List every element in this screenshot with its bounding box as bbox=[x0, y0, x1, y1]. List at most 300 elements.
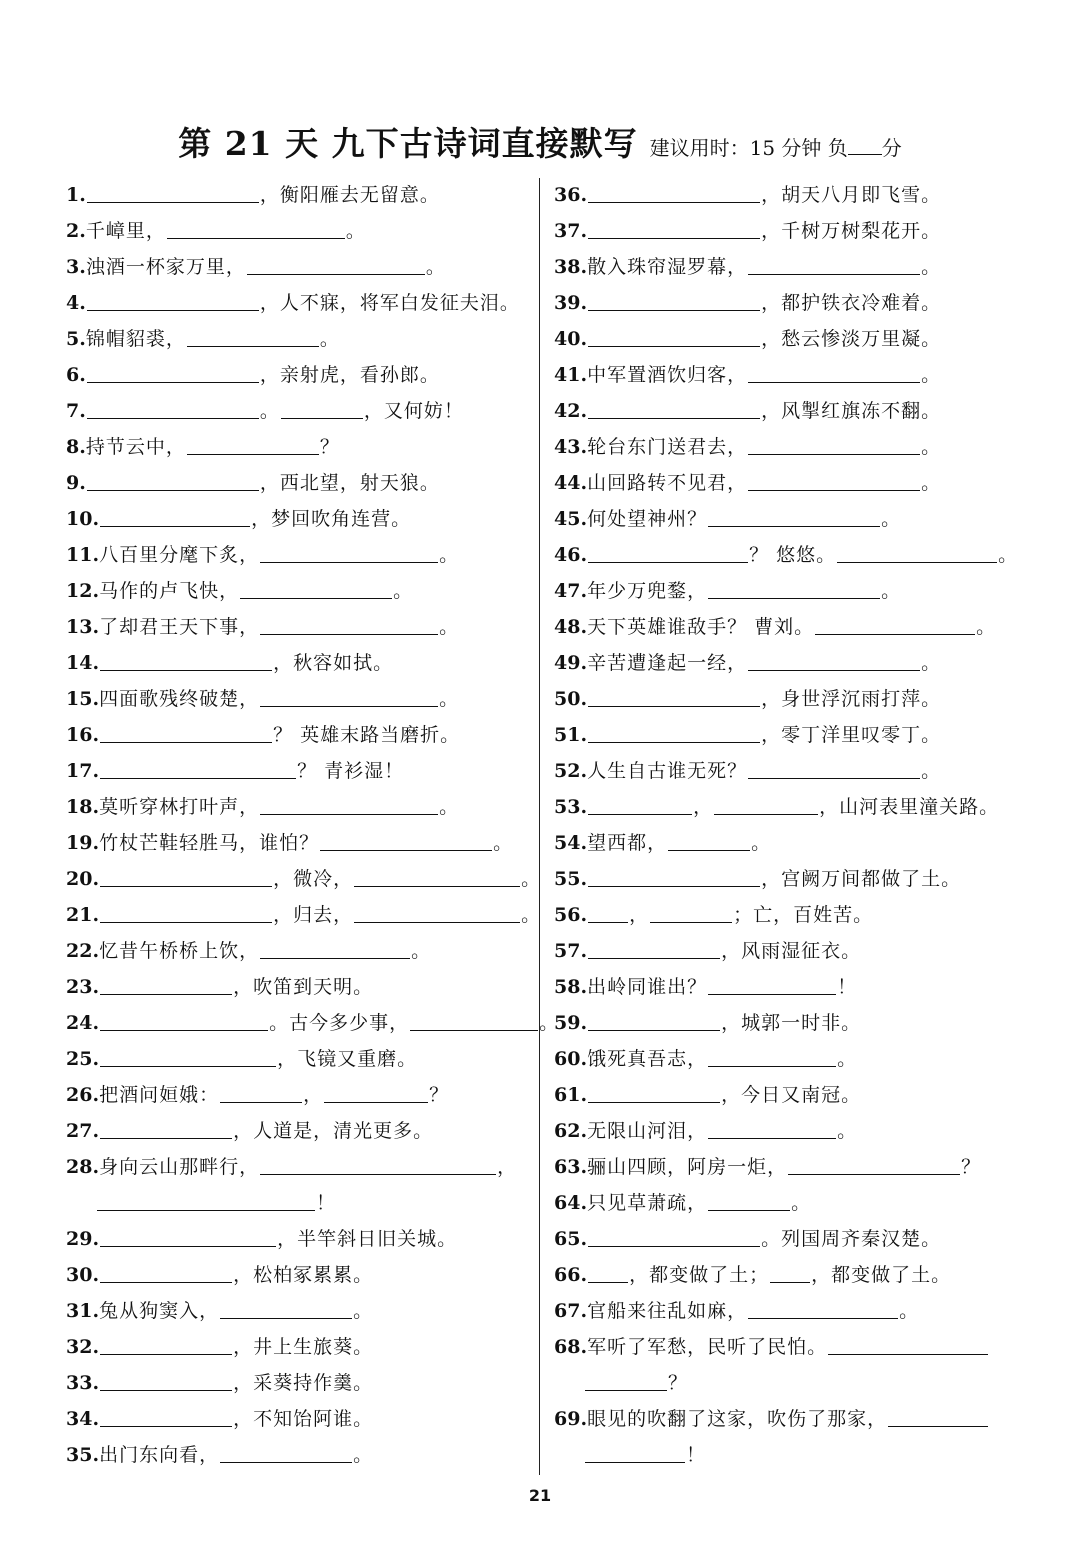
question-text: ， bbox=[497, 1156, 518, 1178]
question-text: ，飞镜又重磨。 bbox=[277, 1048, 418, 1070]
question-number: 18. bbox=[66, 796, 100, 818]
question-text: 。 bbox=[345, 220, 366, 242]
question-text: 马作的卢飞快， bbox=[99, 580, 240, 602]
question-continuation bbox=[554, 1365, 1024, 1401]
question-item bbox=[554, 321, 1024, 357]
question-number: 44. bbox=[554, 472, 588, 494]
question-text: 。 bbox=[881, 508, 902, 530]
answer-blank[interactable] bbox=[708, 974, 836, 995]
question-number: 23. bbox=[66, 976, 100, 998]
answer-blank[interactable] bbox=[87, 290, 259, 311]
question-text: 官船来往乱如麻， bbox=[587, 1300, 748, 1322]
answer-blank[interactable] bbox=[748, 470, 920, 491]
answer-blank[interactable] bbox=[650, 902, 732, 923]
question-number: 8. bbox=[66, 436, 86, 458]
question-number: 14. bbox=[66, 652, 100, 674]
question-text: ？ 英雄末路当磨折。 bbox=[273, 724, 461, 746]
question-text: ， bbox=[629, 904, 650, 926]
question-item bbox=[66, 1005, 560, 1041]
answer-blank[interactable] bbox=[100, 506, 250, 527]
question-number: 40. bbox=[554, 328, 588, 350]
question-text: 。 bbox=[921, 436, 942, 458]
question-text: 。 bbox=[411, 940, 432, 962]
question-text: 。 bbox=[259, 400, 280, 422]
question-text: 把酒问姮娥： bbox=[99, 1084, 220, 1106]
question-number: 7. bbox=[66, 400, 86, 422]
answer-blank[interactable] bbox=[100, 1406, 232, 1427]
question-text: ？ bbox=[668, 1372, 689, 1394]
question-item bbox=[66, 717, 528, 753]
answer-blank[interactable] bbox=[187, 326, 319, 347]
question-continuation bbox=[554, 1437, 1024, 1473]
question-text: ，吹笛到天明。 bbox=[233, 976, 374, 998]
question-item bbox=[554, 609, 1024, 645]
question-item bbox=[66, 501, 528, 537]
question-item bbox=[66, 609, 528, 645]
answer-blank[interactable] bbox=[220, 1442, 352, 1463]
question-number: 59. bbox=[554, 1012, 588, 1034]
answer-blank[interactable] bbox=[748, 758, 920, 779]
question-item bbox=[66, 1365, 528, 1401]
question-text: 浊酒一杯家万里， bbox=[85, 256, 246, 278]
question-item bbox=[66, 465, 528, 501]
answer-blank[interactable] bbox=[585, 1442, 685, 1463]
question-text: ， bbox=[303, 1084, 324, 1106]
question-text: 。 bbox=[439, 688, 460, 710]
question-text: ？ 悠悠。 bbox=[749, 544, 837, 566]
question-text: 。 bbox=[439, 616, 460, 638]
question-number: 45. bbox=[554, 508, 588, 530]
question-text: 。 bbox=[521, 904, 542, 926]
answer-blank[interactable] bbox=[320, 830, 492, 851]
answer-blank[interactable] bbox=[748, 434, 920, 455]
question-number: 9. bbox=[66, 472, 86, 494]
question-number: 30. bbox=[66, 1264, 100, 1286]
answer-blank[interactable] bbox=[260, 794, 438, 815]
question-number: 21. bbox=[66, 904, 100, 926]
answer-blank[interactable] bbox=[748, 650, 920, 671]
question-text: 忆昔午桥桥上饮， bbox=[99, 940, 260, 962]
question-text: 。 bbox=[425, 256, 446, 278]
question-text: ，宫阙万间都做了土。 bbox=[761, 868, 962, 890]
question-text: ？ bbox=[319, 436, 340, 458]
question-number: 69. bbox=[554, 1408, 588, 1430]
answer-blank[interactable] bbox=[354, 902, 520, 923]
answer-blank[interactable] bbox=[588, 866, 760, 887]
question-item bbox=[66, 897, 542, 933]
question-item bbox=[66, 861, 542, 897]
question-number: 20. bbox=[66, 868, 100, 890]
question-text: ，城郭一时非。 bbox=[721, 1012, 862, 1034]
question-number: 50. bbox=[554, 688, 588, 710]
answer-blank[interactable] bbox=[588, 794, 692, 815]
answer-blank[interactable] bbox=[588, 218, 760, 239]
question-text: ，风掣红旗冻不翻。 bbox=[761, 400, 942, 422]
question-text: 望西都， bbox=[587, 832, 668, 854]
answer-blank[interactable] bbox=[588, 938, 720, 959]
question-text: ，衡阳雁去无留意。 bbox=[259, 184, 440, 206]
question-column-right bbox=[554, 177, 1024, 1473]
question-text: 饿死真吾志， bbox=[587, 1048, 708, 1070]
answer-blank[interactable] bbox=[748, 254, 920, 275]
answer-blank[interactable] bbox=[888, 1406, 988, 1427]
question-number: 5. bbox=[66, 328, 86, 350]
question-number: 6. bbox=[66, 364, 86, 386]
question-number: 34. bbox=[66, 1408, 100, 1430]
answer-blank[interactable] bbox=[324, 1082, 428, 1103]
question-number: 39. bbox=[554, 292, 588, 314]
question-number: 61. bbox=[554, 1084, 588, 1106]
question-number: 46. bbox=[554, 544, 588, 566]
question-text: 轮台东门送君去， bbox=[587, 436, 748, 458]
question-text: 四面歌残终破楚， bbox=[99, 688, 260, 710]
question-item bbox=[554, 1293, 1024, 1329]
question-text: ，都变做了土； bbox=[629, 1264, 770, 1286]
question-item bbox=[66, 1113, 528, 1149]
answer-blank[interactable] bbox=[788, 1154, 960, 1175]
question-item bbox=[554, 717, 1024, 753]
question-item bbox=[66, 213, 528, 249]
answer-blank[interactable] bbox=[167, 218, 345, 239]
answer-blank[interactable] bbox=[748, 362, 920, 383]
answer-blank[interactable] bbox=[585, 1370, 667, 1391]
question-number: 2. bbox=[66, 220, 86, 242]
question-text: 八百里分麾下炙， bbox=[99, 544, 260, 566]
question-number: 43. bbox=[554, 436, 588, 458]
question-text: ，亲射虎，看孙郎。 bbox=[259, 364, 440, 386]
answer-blank[interactable] bbox=[220, 1298, 352, 1319]
question-item bbox=[554, 969, 1024, 1005]
question-text: 。 bbox=[837, 1048, 858, 1070]
answer-blank[interactable] bbox=[87, 182, 259, 203]
question-number: 25. bbox=[66, 1048, 100, 1070]
answer-blank[interactable] bbox=[281, 398, 363, 419]
question-text: 出门东向看， bbox=[99, 1444, 220, 1466]
question-item bbox=[66, 1293, 528, 1329]
question-text: ，人道是，清光更多。 bbox=[233, 1120, 434, 1142]
page-number: 21 bbox=[528, 1486, 552, 1505]
question-item bbox=[66, 1257, 528, 1293]
answer-blank[interactable] bbox=[588, 398, 760, 419]
question-number: 16. bbox=[66, 724, 100, 746]
question-item bbox=[554, 1149, 1024, 1185]
question-text: ，又何妨！ bbox=[363, 400, 464, 422]
question-item bbox=[66, 357, 528, 393]
answer-blank[interactable] bbox=[100, 1118, 232, 1139]
question-number: 1. bbox=[66, 184, 86, 206]
question-text: ！ bbox=[316, 1192, 337, 1214]
question-number: 62. bbox=[554, 1120, 588, 1142]
question-number: 3. bbox=[66, 256, 86, 278]
question-text: 。 bbox=[319, 328, 340, 350]
question-item bbox=[66, 1437, 528, 1473]
question-number: 12. bbox=[66, 580, 100, 602]
answer-blank[interactable] bbox=[708, 1118, 836, 1139]
question-text: 。 bbox=[921, 760, 942, 782]
question-text: ，身世浮沉雨打萍。 bbox=[761, 688, 942, 710]
question-item bbox=[554, 897, 1024, 933]
answer-blank[interactable] bbox=[588, 722, 760, 743]
question-text: ？ bbox=[961, 1156, 982, 1178]
question-text: 莫听穿林打叶声， bbox=[99, 796, 260, 818]
answer-blank[interactable] bbox=[220, 1082, 302, 1103]
question-text: 锦帽貂裘， bbox=[85, 328, 186, 350]
question-item bbox=[66, 573, 528, 609]
question-item bbox=[554, 1041, 1024, 1077]
answer-blank[interactable] bbox=[354, 866, 520, 887]
question-item bbox=[66, 285, 528, 321]
answer-blank[interactable] bbox=[588, 1226, 760, 1247]
answer-blank[interactable] bbox=[714, 794, 818, 815]
question-number: 52. bbox=[554, 760, 588, 782]
answer-blank[interactable] bbox=[100, 1226, 276, 1247]
answer-blank[interactable] bbox=[97, 1190, 315, 1211]
answer-blank[interactable] bbox=[588, 686, 760, 707]
answer-blank[interactable] bbox=[588, 542, 748, 563]
answer-blank[interactable] bbox=[87, 362, 259, 383]
question-item bbox=[66, 753, 528, 789]
question-item bbox=[554, 825, 1024, 861]
question-item bbox=[554, 357, 1024, 393]
question-text: ，不知饴阿谁。 bbox=[233, 1408, 374, 1430]
answer-blank[interactable] bbox=[240, 578, 392, 599]
question-text: ，都变做了土。 bbox=[811, 1264, 952, 1286]
question-item bbox=[66, 645, 528, 681]
question-text: ，半竿斜日旧关城。 bbox=[277, 1228, 458, 1250]
question-item bbox=[554, 1401, 1024, 1437]
question-text: 山回路转不见君， bbox=[587, 472, 748, 494]
question-text: 。 bbox=[751, 832, 772, 854]
answer-blank[interactable] bbox=[708, 1046, 836, 1067]
question-text: ，采葵持作羹。 bbox=[233, 1372, 374, 1394]
question-text: 。 bbox=[921, 472, 942, 494]
question-item bbox=[66, 1041, 528, 1077]
question-text: ，零丁洋里叹零丁。 bbox=[761, 724, 942, 746]
question-text: 竹杖芒鞋轻胜马，谁怕？ bbox=[99, 832, 320, 854]
answer-blank[interactable] bbox=[100, 974, 232, 995]
question-text: 散入珠帘湿罗幕， bbox=[587, 256, 748, 278]
question-text: ？ 青衫湿！ bbox=[297, 760, 405, 782]
answer-blank[interactable] bbox=[187, 434, 319, 455]
question-text: ！ bbox=[686, 1444, 707, 1466]
score-blank[interactable] bbox=[848, 138, 882, 155]
answer-blank[interactable] bbox=[260, 1154, 496, 1175]
answer-blank[interactable] bbox=[588, 182, 760, 203]
question-number: 24. bbox=[66, 1012, 100, 1034]
answer-blank[interactable] bbox=[260, 938, 410, 959]
answer-blank[interactable] bbox=[588, 1010, 720, 1031]
question-item bbox=[554, 933, 1024, 969]
answer-blank[interactable] bbox=[588, 1082, 720, 1103]
question-text: ，都护铁衣冷难着。 bbox=[761, 292, 942, 314]
question-number: 32. bbox=[66, 1336, 100, 1358]
page-header bbox=[0, 118, 1080, 168]
question-number: 65. bbox=[554, 1228, 588, 1250]
question-number: 67. bbox=[554, 1300, 588, 1322]
answer-blank[interactable] bbox=[588, 902, 628, 923]
question-text: 持节云中， bbox=[85, 436, 186, 458]
question-item bbox=[66, 1149, 528, 1185]
question-item bbox=[66, 681, 528, 717]
answer-blank[interactable] bbox=[828, 1334, 988, 1355]
question-text: ，西北望，射天狼。 bbox=[259, 472, 440, 494]
question-item bbox=[66, 429, 528, 465]
answer-blank[interactable] bbox=[260, 542, 438, 563]
question-text: 。 bbox=[439, 544, 460, 566]
question-text: 骊山四顾，阿房一炬， bbox=[587, 1156, 788, 1178]
question-number: 22. bbox=[66, 940, 100, 962]
question-text: ，胡天八月即飞雪。 bbox=[761, 184, 942, 206]
question-item bbox=[554, 861, 1024, 897]
question-text: ，人不寐，将军白发征夫泪。 bbox=[259, 292, 520, 314]
question-item bbox=[554, 1113, 1024, 1149]
question-text: ，风雨湿征衣。 bbox=[721, 940, 862, 962]
suggested-time-text: 建议用时：15 分钟 负 bbox=[649, 136, 848, 160]
answer-blank[interactable] bbox=[260, 686, 438, 707]
question-text: ，愁云惨淡万里凝。 bbox=[761, 328, 942, 350]
suggested-time bbox=[650, 136, 902, 160]
answer-blank[interactable] bbox=[770, 1262, 810, 1283]
question-text: 出岭同谁出？ bbox=[587, 976, 708, 998]
question-text: 。 bbox=[899, 1300, 920, 1322]
question-text: ，微冷， bbox=[273, 868, 354, 890]
question-text: 。 bbox=[998, 544, 1019, 566]
question-text: 。 bbox=[353, 1300, 374, 1322]
question-text: 。 bbox=[837, 1120, 858, 1142]
answer-blank[interactable] bbox=[708, 578, 880, 599]
question-text: 。列国周齐秦汉楚。 bbox=[761, 1228, 942, 1250]
question-number: 29. bbox=[66, 1228, 100, 1250]
answer-blank[interactable] bbox=[708, 1190, 790, 1211]
question-item bbox=[554, 1005, 1024, 1041]
question-text: 只见草萧疏， bbox=[587, 1192, 708, 1214]
answer-blank[interactable] bbox=[260, 614, 438, 635]
question-item bbox=[554, 789, 1024, 825]
question-column-left bbox=[66, 177, 560, 1473]
question-number: 60. bbox=[554, 1048, 588, 1070]
question-text: ，山河表里潼关路。 bbox=[819, 796, 1000, 818]
question-item bbox=[66, 393, 528, 429]
question-text: ， bbox=[693, 796, 714, 818]
question-number: 17. bbox=[66, 760, 100, 782]
question-text: 。 bbox=[439, 796, 460, 818]
question-text: 无限山河泪， bbox=[587, 1120, 708, 1142]
question-number: 42. bbox=[554, 400, 588, 422]
question-number: 48. bbox=[554, 616, 588, 638]
question-continuation bbox=[66, 1185, 528, 1221]
question-item bbox=[554, 177, 1024, 213]
question-number: 4. bbox=[66, 292, 86, 314]
question-item bbox=[554, 429, 1024, 465]
question-number: 26. bbox=[66, 1084, 100, 1106]
question-number: 68. bbox=[554, 1336, 588, 1358]
answer-blank[interactable] bbox=[100, 650, 272, 671]
question-number: 66. bbox=[554, 1264, 588, 1286]
question-number: 53. bbox=[554, 796, 588, 818]
answer-blank[interactable] bbox=[247, 254, 425, 275]
question-item bbox=[66, 825, 528, 861]
page-title: 第 21 天 九下古诗词直接默写 bbox=[178, 124, 638, 163]
question-text: ，秋容如拭。 bbox=[273, 652, 394, 674]
answer-blank[interactable] bbox=[588, 290, 760, 311]
question-item bbox=[554, 285, 1024, 321]
question-text: 。古今多少事， bbox=[269, 1012, 410, 1034]
question-item bbox=[554, 1221, 1024, 1257]
question-number: 31. bbox=[66, 1300, 100, 1322]
answer-blank[interactable] bbox=[87, 398, 259, 419]
question-text: 。 bbox=[521, 868, 542, 890]
question-number: 56. bbox=[554, 904, 588, 926]
answer-blank[interactable] bbox=[815, 614, 975, 635]
question-item bbox=[66, 969, 528, 1005]
answer-blank[interactable] bbox=[100, 722, 272, 743]
answer-blank[interactable] bbox=[100, 758, 296, 779]
question-item bbox=[66, 1221, 528, 1257]
question-item bbox=[554, 1329, 1024, 1365]
question-text: ，松柏冢累累。 bbox=[233, 1264, 374, 1286]
question-item bbox=[554, 753, 1024, 789]
question-item bbox=[66, 933, 528, 969]
score-unit: 分 bbox=[881, 136, 902, 160]
answer-blank[interactable] bbox=[668, 830, 750, 851]
question-number: 57. bbox=[554, 940, 588, 962]
question-item bbox=[554, 393, 1024, 429]
answer-blank[interactable] bbox=[100, 1046, 276, 1067]
question-number: 51. bbox=[554, 724, 588, 746]
question-item bbox=[554, 213, 1024, 249]
question-text: 。 bbox=[921, 652, 942, 674]
question-text: ，归去， bbox=[273, 904, 354, 926]
question-text: 兔从狗窦入， bbox=[99, 1300, 220, 1322]
answer-blank[interactable] bbox=[100, 1370, 232, 1391]
question-number: 37. bbox=[554, 220, 588, 242]
question-number: 35. bbox=[66, 1444, 100, 1466]
question-number: 10. bbox=[66, 508, 100, 530]
question-text: 。 bbox=[539, 1012, 560, 1034]
question-number: 36. bbox=[554, 184, 588, 206]
answer-blank[interactable] bbox=[410, 1010, 538, 1031]
answer-blank[interactable] bbox=[708, 506, 880, 527]
answer-blank[interactable] bbox=[588, 1262, 628, 1283]
question-text: 年少万兜鍪， bbox=[587, 580, 708, 602]
question-item bbox=[554, 1185, 1024, 1221]
answer-blank[interactable] bbox=[87, 470, 259, 491]
question-item bbox=[66, 321, 528, 357]
answer-blank[interactable] bbox=[100, 866, 272, 887]
answer-blank[interactable] bbox=[100, 1262, 232, 1283]
answer-blank[interactable] bbox=[100, 902, 272, 923]
question-text: 辛苦遭逢起一经， bbox=[587, 652, 748, 674]
answer-blank[interactable] bbox=[588, 326, 760, 347]
question-number: 33. bbox=[66, 1372, 100, 1394]
question-item bbox=[554, 1257, 1024, 1293]
question-text: 眼见的吹翻了这家，吹伤了那家， bbox=[587, 1408, 888, 1430]
answer-blank[interactable] bbox=[100, 1334, 232, 1355]
question-text: ，梦回吹角连营。 bbox=[251, 508, 412, 530]
question-text: 。 bbox=[493, 832, 514, 854]
question-text: 何处望神州？ bbox=[587, 508, 708, 530]
question-text: 身向云山那畔行， bbox=[99, 1156, 260, 1178]
question-item bbox=[554, 573, 1024, 609]
question-number: 15. bbox=[66, 688, 100, 710]
question-item bbox=[66, 249, 528, 285]
question-item bbox=[66, 1077, 528, 1113]
answer-blank[interactable] bbox=[100, 1010, 268, 1031]
question-text: 。 bbox=[976, 616, 997, 638]
answer-blank[interactable] bbox=[837, 542, 997, 563]
answer-blank[interactable] bbox=[748, 1298, 898, 1319]
question-text: 军听了军愁，民听了民怕。 bbox=[587, 1336, 828, 1358]
